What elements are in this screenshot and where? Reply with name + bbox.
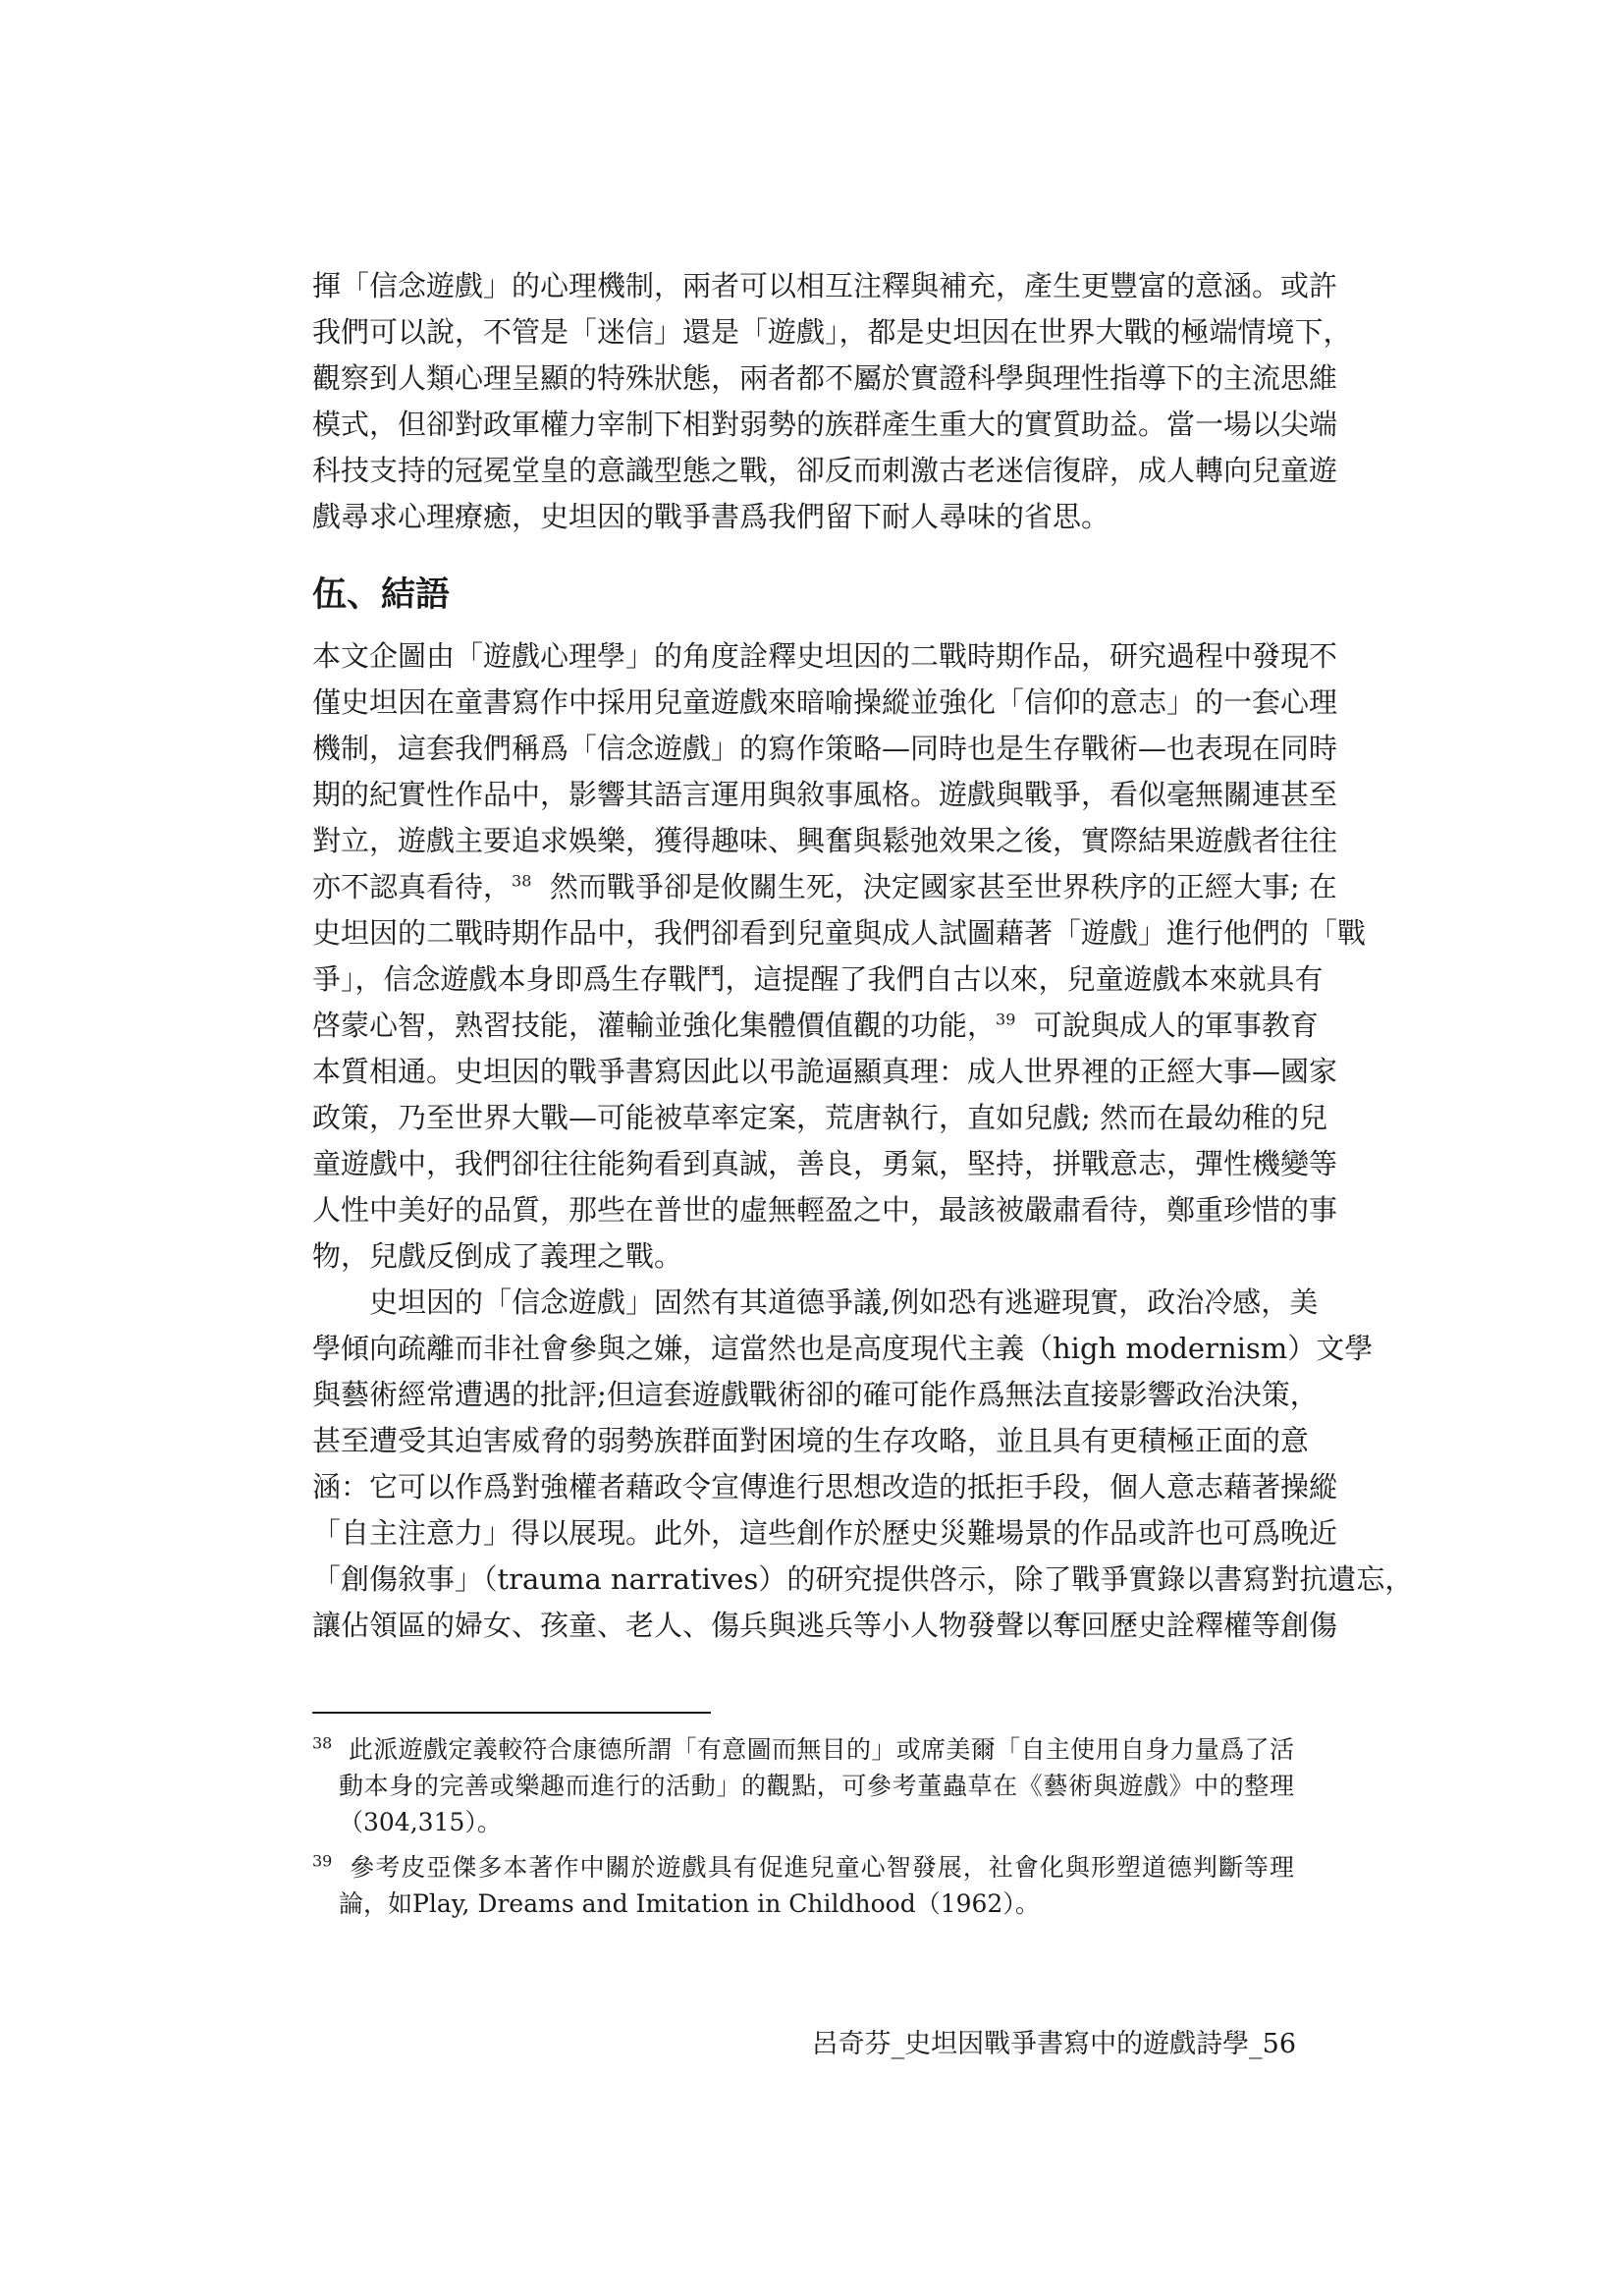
text-line: 「創傷敘事」（trauma narratives）的研究提供啓示，除了戰爭實錄以書寫對抗遺忘， bbox=[312, 1562, 1414, 1596]
footnote-number: 38 bbox=[312, 1733, 333, 1753]
text-segment: 然而戰爭卻是攸關生死，決定國家甚至世界秩序的正經大事; 在 bbox=[549, 870, 1337, 903]
footnote-text: 此派遊戲定義較符合康德所謂「有意圖而無目的」或席美爾「自主使用自身力量爲了活 bbox=[348, 1735, 1294, 1764]
text-line: 政策，乃至世界大戰—可能被草率定案，荒唐執行，直如兒戲; 然而在最幼稚的兒 bbox=[312, 1101, 1327, 1134]
text-line: 爭」，信念遊戲本身即爲生存戰鬥，這提醒了我們自古以來，兒童遊戲本來就具有 bbox=[312, 962, 1324, 996]
text-line: 與藝術經常遭遇的批評;但這套遊戲戰術卻的確可能作爲無法直接影響政治決策， bbox=[312, 1378, 1319, 1411]
footnote-line: 動本身的完善或樂趣而進行的活動」的觀點，可參考董蟲草在《藝術與遊戲》中的整理 bbox=[339, 1772, 1294, 1800]
text-line: 我們可以說，不管是「迷信」還是「遊戲」，都是史坦因在世界大戰的極端情境下， bbox=[312, 315, 1352, 349]
text-line: 史坦因的「信念遊戲」固然有其道德爭議,例如恐有逃避現實，政治冷感，美 bbox=[369, 1285, 1319, 1319]
text-segment: 可說與成人的軍事教育 bbox=[1033, 1009, 1319, 1042]
footnote-line: （304,315）。 bbox=[339, 1808, 502, 1836]
text-line-with-footnote bbox=[312, 864, 1337, 910]
text-line: 涵：它可以作爲對強權者藉政令宣傳進行思想改造的抵拒手段，個人意志藉著操縱 bbox=[312, 1470, 1338, 1503]
text-line: 觀察到人類心理呈顯的特殊狀態，兩者都不屬於實證科學與理性指導下的主流思維 bbox=[312, 361, 1338, 395]
footnote-ref-38[interactable]: 38 bbox=[512, 871, 532, 891]
text-line: 戲尋求心理療癒，史坦因的戰爭書爲我們留下耐人尋味的省思。 bbox=[312, 500, 1110, 533]
text-segment: 亦不認真看待， bbox=[312, 870, 513, 903]
footnote-38 bbox=[312, 1731, 1294, 1840]
intro-paragraph bbox=[312, 263, 1352, 540]
text-line: 模式，但卻對政軍權力宰制下相對弱勢的族群產生重大的實質助益。當一場以尖端 bbox=[312, 408, 1338, 441]
text-line: 人性中美好的品質，那些在普世的虛無輕盈之中，最該被嚴肅看待，鄭重珍惜的事 bbox=[312, 1193, 1338, 1227]
footnote-line bbox=[312, 1849, 1294, 1886]
footnote-number: 39 bbox=[312, 1851, 333, 1871]
footnote-divider bbox=[312, 1712, 711, 1714]
text-line: 科技支持的冠冕堂皇的意識型態之戰，卻反而刺激古老迷信復辟，成人轉向兒童遊 bbox=[312, 454, 1338, 487]
running-footer: 呂奇芬_史坦因戰爭書寫中的遊戲詩學_56 bbox=[811, 2029, 1296, 2059]
footnote-39 bbox=[312, 1849, 1294, 1922]
text-segment: 啓蒙心智，熟習技能，灌輸並強化集體價值觀的功能， bbox=[312, 1009, 997, 1042]
text-line: 期的紀實性作品中，影響其語言運用與敘事風格。遊戲與戰爭，看似毫無關連甚至 bbox=[312, 778, 1338, 811]
footnote-line bbox=[312, 1731, 1294, 1768]
page-body bbox=[312, 263, 1414, 1931]
text-line: 讓佔領區的婦女、孩童、老人、傷兵與逃兵等小人物發聲以奪回歷史詮釋權等創傷 bbox=[312, 1609, 1338, 1642]
text-line: 物，兒戲反倒成了義理之戰。 bbox=[312, 1239, 683, 1273]
text-line: 本質相通。史坦因的戰爭書寫因此以弔詭逼顯真理：成人世界裡的正經大事—國家 bbox=[312, 1055, 1338, 1088]
text-line: 甚至遭受其迫害威脅的弱勢族群面對困境的生存攻略，並且具有更積極正面的意 bbox=[312, 1424, 1310, 1457]
conclusion-paragraph-1 bbox=[312, 633, 1367, 1280]
text-line: 對立，遊戲主要追求娛樂，獲得趣味、興奮與鬆弛效果之後，實際結果遊戲者往往 bbox=[312, 824, 1338, 857]
conclusion-paragraph-2 bbox=[312, 1280, 1414, 1649]
text-line-with-footnote bbox=[312, 1003, 1319, 1049]
text-line: 機制，這套我們稱爲「信念遊戲」的寫作策略—同時也是生存戰術—也表現在同時 bbox=[312, 732, 1338, 765]
footnote-line: 論，如Play, Dreams and Imitation in Childhood（1962）。 bbox=[339, 1889, 1040, 1918]
footnote-text: 參考皮亞傑多本著作中關於遊戲具有促進兒童心智發展，社會化與形塑道德判斷等理 bbox=[350, 1853, 1294, 1882]
text-line: 僅史坦因在童書寫作中採用兒童遊戲來暗喻操縱並強化「信仰的意志」的一套心理 bbox=[312, 685, 1338, 719]
text-line: 「自主注意力」得以展現。此外，這些創作於歷史災難場景的作品或許也可爲晚近 bbox=[312, 1516, 1338, 1550]
text-line: 史坦因的二戰時期作品中，我們卻看到兒童與成人試圖藉著「遊戲」進行他們的「戰 bbox=[312, 916, 1367, 950]
section-heading: 伍、結語 bbox=[312, 574, 451, 615]
text-line: 學傾向疏離而非社會參與之嫌，這當然也是高度現代主義（high modernism）文學 bbox=[312, 1332, 1374, 1365]
text-line: 揮「信念遊戲」的心理機制，兩者可以相互注釋與補充，產生更豐富的意涵。或許 bbox=[312, 269, 1338, 302]
footnote-ref-39[interactable]: 39 bbox=[996, 1010, 1016, 1029]
text-line: 童遊戲中，我們卻往往能夠看到真誠，善良，勇氣，堅持，拼戰意志，彈性機變等 bbox=[312, 1147, 1338, 1180]
text-line: 本文企圖由「遊戲心理學」的角度詮釋史坦因的二戰時期作品，研究過程中發現不 bbox=[312, 639, 1338, 673]
